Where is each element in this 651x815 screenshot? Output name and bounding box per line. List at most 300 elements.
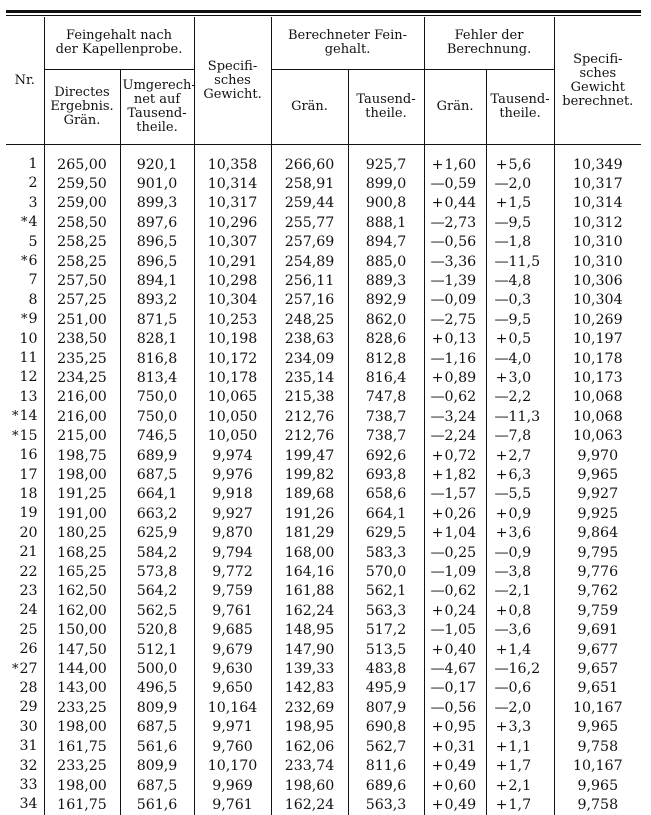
row-number: 22 bbox=[19, 563, 38, 580]
cell-berechnet-tausend: 562,1 bbox=[348, 582, 424, 601]
sign-symbol: + bbox=[431, 467, 444, 483]
row-number: 11 bbox=[19, 350, 38, 367]
fehler-gran-value: 0,44 bbox=[444, 195, 477, 212]
cell-umgerechnet: 816,8 bbox=[120, 349, 194, 368]
row-number: 27 bbox=[19, 660, 38, 677]
cell-spec-gewicht: 9,759 bbox=[194, 582, 271, 601]
table-row bbox=[6, 174, 641, 193]
fehler-tausend-value: 2,2 bbox=[508, 389, 532, 406]
cell-direct: 233,25 bbox=[44, 757, 120, 776]
cell-direct: 147,50 bbox=[44, 640, 120, 659]
cell-spec-berechnet: 9,925 bbox=[554, 504, 641, 523]
cell-fehler-gran bbox=[424, 776, 486, 795]
cell-direct: 161,75 bbox=[44, 795, 120, 814]
fehler-tausend-value: 2,7 bbox=[508, 447, 532, 464]
table-row bbox=[6, 194, 641, 213]
cell-direct: 168,25 bbox=[44, 543, 120, 562]
sign-symbol: + bbox=[431, 796, 444, 813]
cell-spec-berechnet: 9,776 bbox=[554, 563, 641, 582]
cell-fehler-tausend bbox=[486, 621, 554, 640]
fehler-tausend-value: 0,9 bbox=[508, 544, 532, 561]
cell-spec-gewicht: 10,298 bbox=[194, 271, 271, 290]
fehler-gran-value: 0,72 bbox=[444, 447, 477, 464]
cell-spec-berechnet: 10,269 bbox=[554, 310, 641, 329]
cell-fehler-tausend bbox=[486, 504, 554, 523]
sign-symbol: — bbox=[430, 680, 445, 697]
cell-nr bbox=[6, 388, 44, 407]
header-berechneter-group: Berechneter Fein- gehalt. bbox=[271, 17, 424, 70]
sign-symbol: — bbox=[430, 544, 445, 561]
cell-spec-gewicht: 10,296 bbox=[194, 213, 271, 232]
cell-nr bbox=[6, 252, 44, 271]
fehler-tausend-value: 0,5 bbox=[508, 331, 532, 348]
fehler-gran-value: 0,40 bbox=[444, 641, 477, 658]
sign-symbol: — bbox=[494, 253, 509, 270]
cell-berechnet-gran: 162,24 bbox=[271, 601, 348, 620]
cell-spec-gewicht: 9,650 bbox=[194, 679, 271, 698]
sign-symbol: — bbox=[430, 253, 445, 270]
cell-fehler-gran bbox=[424, 737, 486, 756]
sign-symbol: — bbox=[494, 661, 509, 678]
cell-berechnet-tausend: 664,1 bbox=[348, 504, 424, 523]
cell-nr bbox=[6, 795, 44, 814]
fehler-tausend-value: 1,4 bbox=[508, 641, 532, 658]
exclusion-star: * bbox=[11, 661, 19, 677]
cell-berechnet-gran: 161,88 bbox=[271, 582, 348, 601]
table-row bbox=[6, 271, 641, 290]
cell-nr bbox=[6, 776, 44, 795]
cell-fehler-gran bbox=[424, 698, 486, 717]
sign-symbol: — bbox=[494, 234, 509, 251]
sign-symbol: — bbox=[494, 292, 509, 309]
cell-nr bbox=[6, 698, 44, 717]
row-number: 33 bbox=[19, 777, 38, 793]
cell-fehler-gran bbox=[424, 757, 486, 776]
sign-symbol: — bbox=[494, 428, 509, 445]
sign-symbol: + bbox=[495, 641, 508, 658]
cell-berechnet-gran: 257,69 bbox=[271, 233, 348, 252]
cell-berechnet-tausend: 811,6 bbox=[348, 757, 424, 776]
cell-berechnet-tausend: 570,0 bbox=[348, 563, 424, 582]
cell-fehler-gran bbox=[424, 504, 486, 523]
cell-fehler-gran bbox=[424, 795, 486, 814]
table-row bbox=[6, 563, 641, 582]
exclusion-star: * bbox=[20, 254, 28, 270]
cell-berechnet-gran: 147,90 bbox=[271, 640, 348, 659]
fehler-tausend-value: 1,7 bbox=[508, 796, 532, 813]
table-row bbox=[6, 524, 641, 543]
top-double-rule bbox=[6, 10, 641, 13]
cell-fehler-tausend bbox=[486, 194, 554, 213]
fehler-gran-value: 0,60 bbox=[444, 777, 477, 794]
cell-berechnet-gran: 142,83 bbox=[271, 679, 348, 698]
row-number: 8 bbox=[28, 291, 38, 308]
cell-fehler-gran bbox=[424, 660, 486, 679]
sign-symbol: + bbox=[431, 447, 444, 464]
cell-fehler-gran bbox=[424, 485, 486, 504]
cell-nr bbox=[6, 427, 44, 446]
table-row bbox=[6, 543, 641, 562]
cell-umgerechnet: 746,5 bbox=[120, 427, 194, 446]
cell-nr bbox=[6, 601, 44, 620]
cell-spec-gewicht: 10,198 bbox=[194, 330, 271, 349]
header-directes-ergebniss: Directes Ergebnis. Grän. bbox=[44, 70, 120, 145]
cell-fehler-gran bbox=[424, 543, 486, 562]
cell-nr bbox=[6, 446, 44, 465]
sign-symbol: + bbox=[495, 369, 508, 386]
sign-symbol: — bbox=[494, 408, 509, 425]
row-number: 31 bbox=[19, 738, 38, 755]
table-row bbox=[6, 291, 641, 310]
cell-nr bbox=[6, 466, 44, 485]
cell-direct: 233,25 bbox=[44, 698, 120, 717]
cell-spec-berechnet: 9,758 bbox=[554, 737, 641, 756]
cell-nr bbox=[6, 737, 44, 756]
sign-symbol: — bbox=[494, 175, 509, 192]
cell-berechnet-tausend: 513,5 bbox=[348, 640, 424, 659]
cell-berechnet-tausend: 483,8 bbox=[348, 660, 424, 679]
cell-direct: 180,25 bbox=[44, 524, 120, 543]
table-row bbox=[6, 698, 641, 717]
cell-direct: 216,00 bbox=[44, 388, 120, 407]
row-number: 21 bbox=[19, 544, 38, 561]
cell-nr bbox=[6, 174, 44, 193]
cell-spec-gewicht: 10,050 bbox=[194, 427, 271, 446]
row-number: 24 bbox=[19, 602, 38, 619]
assay-table bbox=[6, 17, 641, 815]
row-number: 34 bbox=[19, 796, 38, 813]
cell-berechnet-tausend: 563,3 bbox=[348, 601, 424, 620]
fehler-gran-value: 0,13 bbox=[444, 331, 477, 348]
cell-nr bbox=[6, 524, 44, 543]
cell-nr bbox=[6, 407, 44, 426]
cell-spec-berechnet: 9,864 bbox=[554, 524, 641, 543]
cell-berechnet-tausend: 738,7 bbox=[348, 407, 424, 426]
fehler-tausend-value: 5,5 bbox=[508, 486, 532, 503]
table-row bbox=[6, 757, 641, 776]
cell-berechnet-tausend: 900,8 bbox=[348, 194, 424, 213]
cell-umgerechnet: 828,1 bbox=[120, 330, 194, 349]
sign-symbol: + bbox=[431, 331, 444, 348]
cell-berechnet-gran: 181,29 bbox=[271, 524, 348, 543]
fehler-gran-value: 2,24 bbox=[444, 428, 477, 445]
cell-spec-berechnet: 9,927 bbox=[554, 485, 641, 504]
cell-umgerechnet: 625,9 bbox=[120, 524, 194, 543]
fehler-gran-value: 0,26 bbox=[444, 505, 477, 522]
cell-berechnet-tausend: 899,0 bbox=[348, 174, 424, 193]
top-thin-rule bbox=[6, 15, 641, 16]
cell-berechnet-gran: 162,06 bbox=[271, 737, 348, 756]
cell-spec-berechnet: 10,317 bbox=[554, 174, 641, 193]
row-number: 28 bbox=[19, 679, 38, 696]
cell-umgerechnet: 584,2 bbox=[120, 543, 194, 562]
row-number: 30 bbox=[19, 718, 38, 735]
cell-umgerechnet: 920,1 bbox=[120, 155, 194, 174]
header-spec-berechnet: Specifi- sches Gewicht berechnet. bbox=[554, 17, 641, 145]
fehler-tausend-value: 9,5 bbox=[508, 311, 532, 328]
cell-spec-berechnet: 10,306 bbox=[554, 271, 641, 290]
cell-spec-gewicht: 10,172 bbox=[194, 349, 271, 368]
sign-symbol: — bbox=[494, 622, 509, 639]
row-number: 5 bbox=[28, 233, 38, 250]
cell-berechnet-tausend: 812,8 bbox=[348, 349, 424, 368]
sign-symbol: + bbox=[431, 156, 444, 173]
cell-berechnet-gran: 254,89 bbox=[271, 252, 348, 271]
sign-symbol: — bbox=[494, 311, 509, 328]
sign-symbol: + bbox=[495, 796, 508, 813]
cell-fehler-gran bbox=[424, 582, 486, 601]
cell-fehler-gran bbox=[424, 194, 486, 213]
cell-berechnet-tausend: 495,9 bbox=[348, 679, 424, 698]
cell-umgerechnet: 897,6 bbox=[120, 213, 194, 232]
cell-spec-berechnet: 9,677 bbox=[554, 640, 641, 659]
cell-spec-gewicht: 9,772 bbox=[194, 563, 271, 582]
cell-fehler-gran bbox=[424, 563, 486, 582]
cell-fehler-gran bbox=[424, 368, 486, 387]
sign-symbol: — bbox=[430, 408, 445, 425]
cell-fehler-tausend bbox=[486, 271, 554, 290]
fehler-gran-value: 0,62 bbox=[444, 389, 477, 406]
row-number: 32 bbox=[19, 757, 38, 774]
cell-spec-berechnet: 9,657 bbox=[554, 660, 641, 679]
cell-umgerechnet: 687,5 bbox=[120, 776, 194, 795]
cell-umgerechnet: 664,1 bbox=[120, 485, 194, 504]
cell-direct: 258,25 bbox=[44, 233, 120, 252]
cell-fehler-tausend bbox=[486, 582, 554, 601]
cell-fehler-gran bbox=[424, 155, 486, 174]
fehler-tausend-value: 1,5 bbox=[508, 195, 532, 212]
cell-spec-berechnet: 10,068 bbox=[554, 388, 641, 407]
row-number: 19 bbox=[19, 505, 38, 522]
cell-fehler-tausend bbox=[486, 776, 554, 795]
cell-umgerechnet: 687,5 bbox=[120, 718, 194, 737]
cell-berechnet-gran: 266,60 bbox=[271, 155, 348, 174]
cell-fehler-tausend bbox=[486, 174, 554, 193]
cell-spec-berechnet: 9,758 bbox=[554, 795, 641, 814]
cell-berechnet-tausend: 738,7 bbox=[348, 427, 424, 446]
cell-spec-gewicht: 9,969 bbox=[194, 776, 271, 795]
cell-berechnet-tausend: 889,3 bbox=[348, 271, 424, 290]
fehler-tausend-value: 4,8 bbox=[508, 272, 532, 289]
cell-berechnet-tausend: 629,5 bbox=[348, 524, 424, 543]
table-row bbox=[6, 621, 641, 640]
cell-spec-gewicht: 10,253 bbox=[194, 310, 271, 329]
fehler-gran-value: 1,60 bbox=[444, 156, 477, 173]
cell-spec-berechnet: 9,965 bbox=[554, 718, 641, 737]
row-number: 2 bbox=[28, 175, 38, 192]
cell-fehler-tausend bbox=[486, 388, 554, 407]
fehler-tausend-value: 2,0 bbox=[508, 699, 532, 716]
cell-berechnet-gran: 235,14 bbox=[271, 368, 348, 387]
cell-spec-berechnet: 10,173 bbox=[554, 368, 641, 387]
fehler-tausend-value: 0,6 bbox=[508, 680, 532, 697]
sign-symbol: + bbox=[495, 467, 508, 483]
sign-symbol: — bbox=[430, 311, 445, 328]
row-number: 26 bbox=[19, 641, 38, 658]
cell-fehler-tausend bbox=[486, 543, 554, 562]
fehler-tausend-value: 3,0 bbox=[508, 369, 532, 386]
cell-direct: 198,00 bbox=[44, 718, 120, 737]
fehler-tausend-value: 0,3 bbox=[508, 292, 532, 309]
cell-spec-gewicht: 9,976 bbox=[194, 466, 271, 485]
cell-direct: 235,25 bbox=[44, 349, 120, 368]
table-row bbox=[6, 601, 641, 620]
cell-fehler-tausend bbox=[486, 349, 554, 368]
cell-fehler-tausend bbox=[486, 252, 554, 271]
table-row bbox=[6, 330, 641, 349]
fehler-gran-value: 0,62 bbox=[444, 583, 477, 600]
cell-fehler-tausend bbox=[486, 698, 554, 717]
row-number: 13 bbox=[19, 388, 38, 405]
sign-symbol: — bbox=[430, 583, 445, 600]
cell-spec-berechnet: 10,310 bbox=[554, 252, 641, 271]
cell-berechnet-tausend: 690,8 bbox=[348, 718, 424, 737]
cell-berechnet-tausend: 885,0 bbox=[348, 252, 424, 271]
row-number: 29 bbox=[19, 699, 38, 716]
cell-umgerechnet: 899,3 bbox=[120, 194, 194, 213]
row-number: 20 bbox=[19, 524, 38, 541]
cell-umgerechnet: 901,0 bbox=[120, 174, 194, 193]
cell-berechnet-gran: 148,95 bbox=[271, 621, 348, 640]
sign-symbol: + bbox=[431, 525, 444, 542]
cell-berechnet-gran: 255,77 bbox=[271, 213, 348, 232]
cell-spec-berechnet: 9,762 bbox=[554, 582, 641, 601]
cell-fehler-tausend bbox=[486, 155, 554, 174]
cell-spec-berechnet: 10,314 bbox=[554, 194, 641, 213]
sign-symbol: — bbox=[494, 350, 509, 367]
cell-nr bbox=[6, 291, 44, 310]
cell-berechnet-gran: 191,26 bbox=[271, 504, 348, 523]
cell-berechnet-tausend: 925,7 bbox=[348, 155, 424, 174]
fehler-gran-value: 0,17 bbox=[444, 680, 477, 697]
fehler-gran-value: 0,49 bbox=[444, 758, 477, 775]
fehler-gran-value: 0,09 bbox=[444, 292, 477, 309]
exclusion-star: * bbox=[11, 409, 19, 425]
cell-berechnet-gran: 259,44 bbox=[271, 194, 348, 213]
row-number: 15 bbox=[19, 427, 38, 444]
cell-umgerechnet: 809,9 bbox=[120, 698, 194, 717]
sign-symbol: + bbox=[495, 758, 508, 775]
cell-berechnet-tausend: 562,7 bbox=[348, 737, 424, 756]
sign-symbol: + bbox=[431, 719, 444, 736]
cell-umgerechnet: 689,9 bbox=[120, 446, 194, 465]
sign-symbol: + bbox=[495, 447, 508, 464]
header-specifisches-gewicht: Specifi- sches Gewicht. bbox=[194, 17, 271, 145]
sign-symbol: — bbox=[430, 428, 445, 445]
cell-berechnet-gran: 258,91 bbox=[271, 174, 348, 193]
cell-fehler-tausend bbox=[486, 737, 554, 756]
cell-nr bbox=[6, 330, 44, 349]
cell-fehler-gran bbox=[424, 524, 486, 543]
table-row bbox=[6, 660, 641, 679]
fehler-tausend-value: 3,3 bbox=[508, 719, 532, 736]
sign-symbol: — bbox=[430, 486, 445, 503]
cell-fehler-gran bbox=[424, 407, 486, 426]
cell-direct: 234,25 bbox=[44, 368, 120, 387]
cell-berechnet-gran: 234,09 bbox=[271, 349, 348, 368]
spacer-row bbox=[6, 145, 641, 156]
cell-fehler-tausend bbox=[486, 795, 554, 814]
fehler-gran-value: 4,67 bbox=[444, 661, 477, 678]
fehler-gran-value: 1,16 bbox=[444, 350, 477, 367]
cell-spec-gewicht: 9,630 bbox=[194, 660, 271, 679]
fehler-gran-value: 0,89 bbox=[444, 369, 477, 386]
fehler-tausend-value: 0,9 bbox=[508, 505, 532, 522]
cell-direct: 162,50 bbox=[44, 582, 120, 601]
cell-fehler-tausend bbox=[486, 466, 554, 485]
cell-direct: 257,50 bbox=[44, 271, 120, 290]
cell-fehler-tausend bbox=[486, 757, 554, 776]
cell-fehler-gran bbox=[424, 679, 486, 698]
fehler-tausend-value: 2,1 bbox=[508, 583, 532, 600]
cell-nr bbox=[6, 718, 44, 737]
table-row bbox=[6, 155, 641, 174]
cell-fehler-gran bbox=[424, 291, 486, 310]
cell-nr bbox=[6, 233, 44, 252]
sign-symbol: + bbox=[495, 156, 508, 173]
fehler-gran-value: 0,24 bbox=[444, 602, 477, 619]
header-fehler-tausend: Tausend- theile. bbox=[486, 70, 554, 145]
cell-direct: 251,00 bbox=[44, 310, 120, 329]
cell-nr bbox=[6, 368, 44, 387]
cell-nr bbox=[6, 679, 44, 698]
cell-direct: 215,00 bbox=[44, 427, 120, 446]
cell-spec-gewicht: 10,065 bbox=[194, 388, 271, 407]
cell-umgerechnet: 809,9 bbox=[120, 757, 194, 776]
cell-fehler-gran bbox=[424, 213, 486, 232]
sign-symbol: — bbox=[494, 564, 509, 581]
fehler-tausend-value: 1,8 bbox=[508, 234, 532, 251]
fehler-gran-value: 3,24 bbox=[444, 408, 477, 425]
cell-nr bbox=[6, 660, 44, 679]
sign-symbol: + bbox=[431, 369, 444, 386]
cell-fehler-gran bbox=[424, 640, 486, 659]
cell-berechnet-tausend: 583,3 bbox=[348, 543, 424, 562]
cell-spec-gewicht: 9,760 bbox=[194, 737, 271, 756]
cell-umgerechnet: 894,1 bbox=[120, 271, 194, 290]
row-number: 4 bbox=[28, 214, 38, 231]
cell-spec-gewicht: 10,307 bbox=[194, 233, 271, 252]
cell-umgerechnet: 562,5 bbox=[120, 601, 194, 620]
cell-spec-gewicht: 9,761 bbox=[194, 795, 271, 814]
cell-umgerechnet: 750,0 bbox=[120, 407, 194, 426]
fehler-tausend-value: 9,5 bbox=[508, 214, 532, 231]
cell-spec-berechnet: 10,349 bbox=[554, 155, 641, 174]
cell-nr bbox=[6, 543, 44, 562]
cell-direct: 191,25 bbox=[44, 485, 120, 504]
sign-symbol: + bbox=[495, 195, 508, 212]
cell-berechnet-gran: 189,68 bbox=[271, 485, 348, 504]
cell-nr bbox=[6, 485, 44, 504]
row-number: 25 bbox=[19, 621, 38, 638]
cell-spec-berechnet: 9,651 bbox=[554, 679, 641, 698]
cell-nr bbox=[6, 310, 44, 329]
fehler-gran-value: 0,56 bbox=[444, 699, 477, 716]
cell-berechnet-gran: 233,74 bbox=[271, 757, 348, 776]
sign-symbol: — bbox=[430, 564, 445, 581]
cell-direct: 259,00 bbox=[44, 194, 120, 213]
cell-umgerechnet: 813,4 bbox=[120, 368, 194, 387]
cell-fehler-gran bbox=[424, 233, 486, 252]
row-number: 10 bbox=[19, 330, 38, 347]
cell-direct: 258,50 bbox=[44, 213, 120, 232]
fehler-tausend-value: 2,1 bbox=[508, 777, 532, 794]
table-row bbox=[6, 582, 641, 601]
cell-fehler-gran bbox=[424, 271, 486, 290]
cell-berechnet-tausend: 747,8 bbox=[348, 388, 424, 407]
exclusion-star: * bbox=[11, 428, 19, 444]
sign-symbol: + bbox=[431, 777, 444, 794]
